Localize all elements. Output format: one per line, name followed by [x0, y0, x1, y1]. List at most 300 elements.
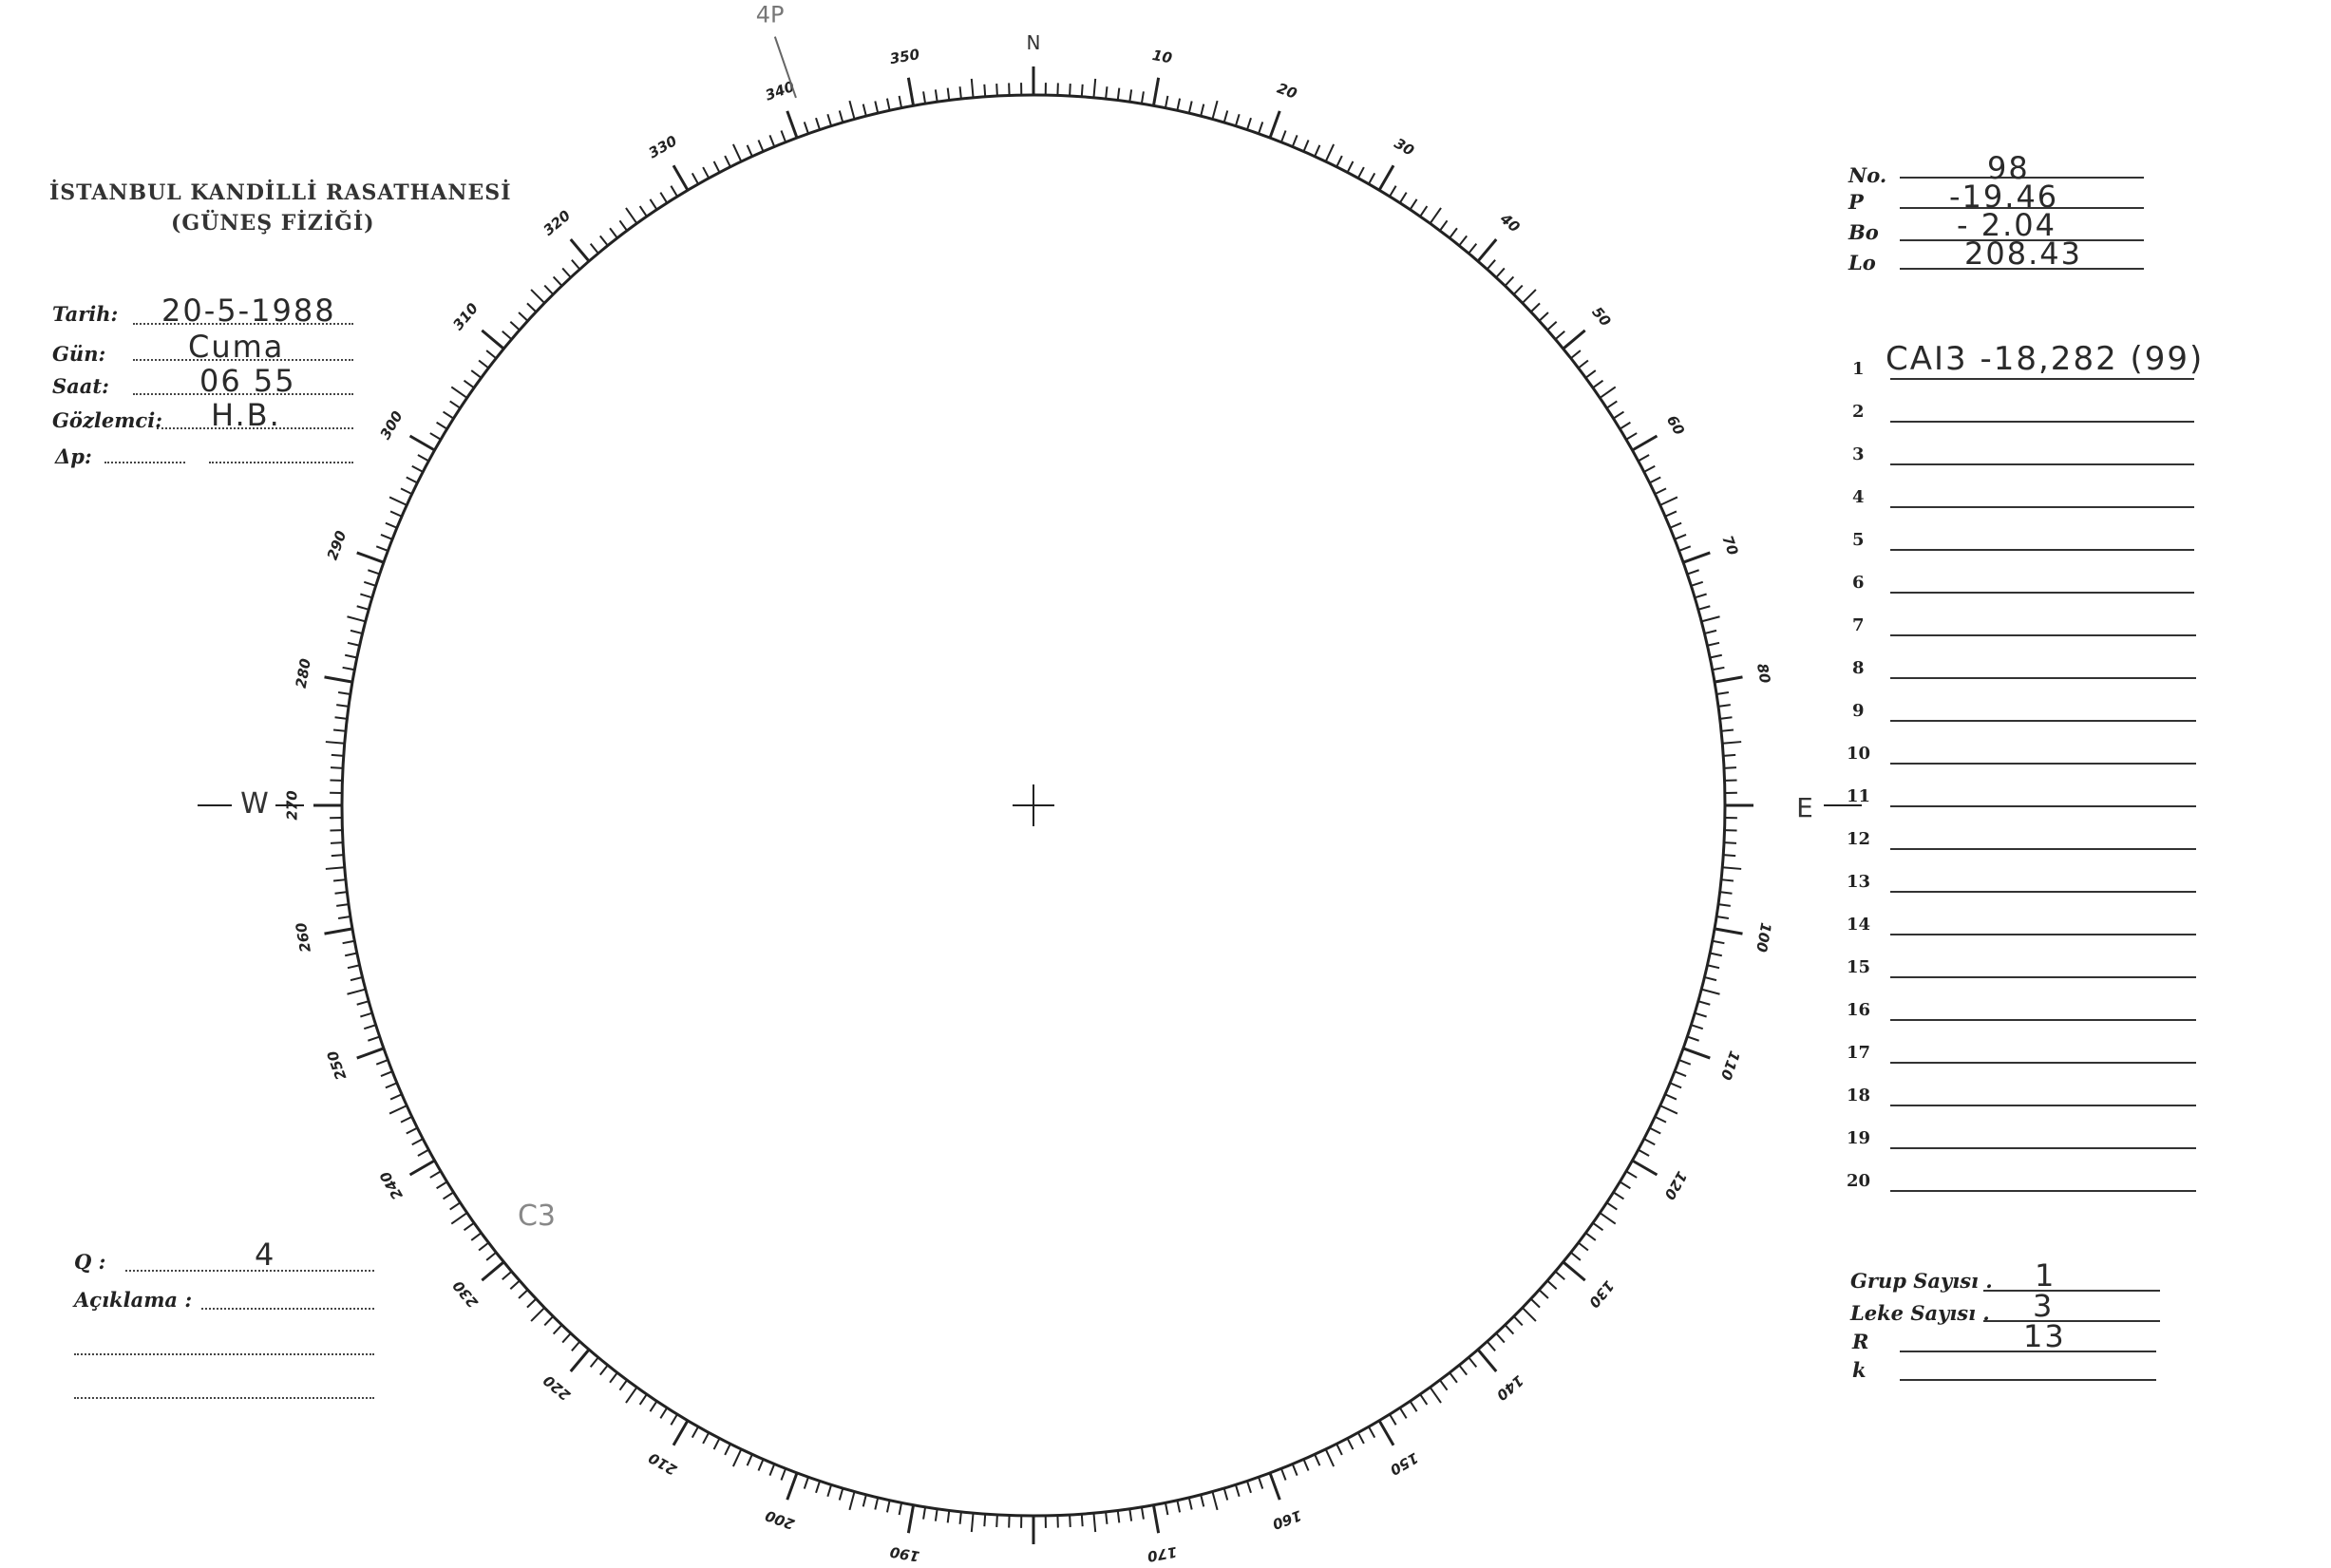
- tick-mark: [1639, 1150, 1649, 1156]
- tick-mark: [1390, 1414, 1396, 1425]
- tick-label: 270: [283, 790, 301, 821]
- tick-mark: [451, 387, 466, 397]
- tick-mark: [1579, 1243, 1588, 1251]
- field-label-day: Gün:: [52, 342, 106, 366]
- tick-mark: [357, 553, 384, 562]
- tick-mark: [389, 1105, 407, 1113]
- group-row-number: 20: [1847, 1171, 1871, 1191]
- group-row-number: 16: [1847, 1000, 1871, 1020]
- tick-mark: [863, 1495, 866, 1507]
- tick-mark: [479, 360, 488, 368]
- tick-mark: [572, 260, 580, 270]
- tick-mark: [381, 1071, 392, 1076]
- tick-mark: [626, 1388, 636, 1403]
- tick-mark: [1326, 144, 1334, 161]
- tick-mark: [875, 1498, 878, 1510]
- tick-label: 80: [1753, 662, 1774, 685]
- tick-mark: [1459, 236, 1467, 245]
- tick-mark: [1679, 546, 1691, 551]
- tick-mark: [1129, 89, 1131, 102]
- tick-mark: [1650, 478, 1661, 483]
- tick-mark: [827, 114, 831, 125]
- group-row-number: 6: [1852, 573, 1865, 593]
- tick-mark: [1106, 86, 1107, 99]
- tick-mark: [900, 96, 901, 108]
- tick-mark: [1695, 595, 1706, 598]
- tick-mark: [527, 1299, 536, 1308]
- tick-mark: [451, 1213, 466, 1223]
- tick-mark: [996, 84, 997, 96]
- tick-mark: [571, 239, 589, 261]
- tick-mark: [1707, 643, 1719, 646]
- tick-mark: [562, 268, 571, 277]
- tick-mark: [1082, 1514, 1083, 1526]
- field-value-time[interactable]: 06 55: [199, 363, 296, 399]
- param-label-no: No.: [1848, 163, 1887, 187]
- west-label: W: [240, 787, 269, 821]
- sketch-note: C3: [517, 1200, 557, 1233]
- tick-mark: [1523, 1308, 1536, 1321]
- tick-mark: [479, 1243, 488, 1251]
- tick-mark: [357, 1048, 384, 1058]
- tick-mark: [510, 322, 520, 331]
- tick-mark: [1488, 1342, 1496, 1351]
- tick-mark: [1579, 360, 1588, 368]
- tick-mark: [450, 401, 461, 407]
- tick-mark: [360, 1013, 371, 1017]
- tick-mark: [692, 1426, 698, 1437]
- tick-mark: [1710, 655, 1722, 658]
- tick-mark: [591, 1357, 598, 1367]
- tick-label: 70: [1718, 533, 1742, 558]
- north-label: N: [1026, 31, 1041, 54]
- tick-label: 320: [540, 206, 575, 239]
- tick-mark: [1166, 1502, 1167, 1515]
- tick-mark: [1420, 1394, 1427, 1405]
- tick-mark: [816, 1481, 820, 1492]
- tick-mark: [1687, 570, 1698, 574]
- tick-mark: [1713, 941, 1725, 943]
- tick-mark: [1281, 131, 1286, 142]
- tick-mark: [331, 842, 343, 843]
- tick-mark: [1644, 1139, 1655, 1144]
- tick-mark: [348, 643, 360, 646]
- tick-mark: [357, 606, 369, 610]
- tick-mark: [863, 104, 866, 117]
- tick-mark: [1555, 331, 1564, 340]
- tick-mark: [1369, 1426, 1374, 1437]
- tick-mark: [1070, 84, 1071, 96]
- tick-mark: [960, 1512, 961, 1524]
- group-row-number: 17: [1847, 1043, 1871, 1063]
- tick-mark: [326, 742, 345, 744]
- tick-mark: [401, 1117, 412, 1123]
- tick-mark: [1720, 717, 1733, 719]
- tick-mark: [1189, 1498, 1192, 1510]
- tick-label: 220: [540, 1371, 575, 1405]
- tick-mark: [345, 655, 357, 658]
- tick-mark: [335, 892, 348, 894]
- tick-mark: [650, 1401, 656, 1411]
- summary-label-r: R: [1852, 1330, 1869, 1353]
- tick-mark: [1469, 1357, 1476, 1367]
- tick-mark: [332, 755, 344, 756]
- tick-mark: [1683, 553, 1710, 562]
- tick-mark: [1082, 85, 1083, 97]
- summary-value-spot-count[interactable]: 3: [2033, 1288, 2055, 1324]
- tick-mark: [1514, 1316, 1523, 1325]
- tick-mark: [1722, 742, 1741, 744]
- tick-label: 10: [1150, 46, 1174, 67]
- tick-mark: [640, 206, 647, 217]
- tick-label: 310: [449, 299, 483, 334]
- tick-mark: [1723, 755, 1735, 756]
- tick-mark: [1585, 1233, 1595, 1240]
- tick-mark: [389, 497, 407, 504]
- param-value-lo[interactable]: 208.43: [1964, 236, 2082, 272]
- tick-mark: [333, 729, 346, 730]
- tick-mark: [996, 1515, 997, 1527]
- tick-mark: [1496, 268, 1505, 277]
- tick-mark: [1224, 1488, 1228, 1500]
- tick-mark: [1459, 1365, 1467, 1374]
- param-label-bo: Bo: [1848, 220, 1879, 244]
- tick-label: 50: [1588, 303, 1615, 331]
- tick-mark: [1505, 276, 1513, 286]
- tick-mark: [386, 523, 397, 528]
- group-row-number: 14: [1847, 915, 1871, 935]
- tick-mark: [430, 433, 441, 440]
- tick-mark: [673, 165, 688, 190]
- tick-mark: [418, 1150, 428, 1156]
- tick-mark: [1212, 1492, 1217, 1510]
- tick-mark: [1431, 1388, 1441, 1403]
- tick-mark: [1348, 161, 1354, 173]
- tick-mark: [781, 1468, 786, 1480]
- tick-mark: [1478, 1350, 1496, 1371]
- tick-mark: [333, 879, 346, 880]
- tick-label: 200: [763, 1506, 797, 1534]
- tick-mark: [1718, 904, 1731, 906]
- tick-mark: [1670, 1083, 1681, 1087]
- tick-mark: [401, 488, 412, 494]
- tick-mark: [325, 929, 353, 934]
- tick-mark: [1142, 91, 1144, 104]
- east-label: E: [1796, 792, 1813, 823]
- tick-mark: [948, 1510, 950, 1522]
- tick-mark: [336, 904, 349, 906]
- tick-label: 250: [323, 1048, 351, 1083]
- summary-value-r[interactable]: 13: [2023, 1318, 2066, 1354]
- tick-mark: [364, 1025, 375, 1029]
- tick-mark: [703, 167, 709, 178]
- tick-mark: [519, 312, 528, 321]
- tick-label: 230: [449, 1276, 483, 1312]
- tick-mark: [1440, 1380, 1448, 1390]
- tick-mark: [338, 692, 351, 694]
- field-label-delta-p: Δp:: [55, 444, 92, 468]
- tick-mark: [758, 1460, 763, 1471]
- tick-mark: [1440, 220, 1448, 231]
- param-label-p: P: [1848, 190, 1864, 214]
- param-value-no[interactable]: 98: [1987, 150, 2030, 186]
- param-value-p[interactable]: -19.46: [1949, 179, 2059, 215]
- tick-mark: [1547, 322, 1557, 331]
- tick-mark: [1704, 977, 1716, 980]
- tick-mark: [1670, 523, 1681, 528]
- tick-mark: [331, 767, 343, 768]
- tick-mark: [733, 1449, 741, 1466]
- tick-mark: [1655, 1117, 1666, 1123]
- tick-mark: [1315, 1454, 1319, 1465]
- tick-mark: [1691, 1025, 1702, 1029]
- tick-mark: [390, 1094, 402, 1099]
- tick-mark: [347, 990, 365, 994]
- tick-mark: [769, 135, 774, 146]
- tick-mark: [351, 977, 363, 980]
- tick-mark: [444, 1192, 454, 1199]
- tick-mark: [1701, 990, 1719, 994]
- tick-mark: [1505, 1325, 1513, 1334]
- tick-mark: [1650, 1128, 1661, 1134]
- tick-mark: [347, 616, 365, 621]
- tick-mark: [390, 511, 402, 516]
- tick-mark: [805, 122, 808, 133]
- tick-mark: [1177, 1501, 1180, 1513]
- tick-mark: [325, 677, 353, 682]
- tick-mark: [692, 173, 698, 183]
- tick-mark: [936, 1509, 938, 1521]
- tick-mark: [1698, 606, 1710, 610]
- tick-mark: [640, 1394, 647, 1405]
- group-row-number: 13: [1847, 872, 1871, 892]
- tick-mark: [1523, 290, 1536, 303]
- tick-mark: [1336, 156, 1342, 167]
- group-row-number: 4: [1852, 487, 1865, 507]
- field-value-day[interactable]: Cuma: [188, 329, 285, 365]
- tick-mark: [437, 423, 447, 429]
- tick-mark: [1142, 1507, 1144, 1520]
- tick-mark: [781, 131, 786, 142]
- tick-label: 330: [645, 132, 680, 162]
- tick-mark: [1698, 1001, 1710, 1005]
- tick-mark: [1093, 79, 1095, 98]
- tick-mark: [1212, 101, 1217, 119]
- tick-mark: [338, 916, 351, 918]
- tick-label: 190: [888, 1542, 921, 1565]
- tick-mark: [1410, 1401, 1416, 1411]
- summary-label-group-count: Grup Sayısı .: [1850, 1269, 1993, 1293]
- tick-label: 160: [1270, 1506, 1304, 1534]
- tick-mark: [444, 412, 454, 419]
- tick-mark: [544, 1316, 553, 1325]
- tick-mark: [673, 1421, 688, 1445]
- tick-mark: [1118, 88, 1120, 101]
- tick-mark: [1358, 167, 1364, 178]
- tick-mark: [1683, 1048, 1710, 1058]
- tick-mark: [407, 1128, 418, 1134]
- tick-label: 60: [1662, 412, 1688, 439]
- tick-mark: [591, 244, 598, 254]
- tick-mark: [1247, 1481, 1251, 1492]
- tick-mark: [1070, 1515, 1071, 1527]
- tick-mark: [1315, 145, 1319, 157]
- param-label-lo: Lo: [1848, 251, 1876, 274]
- tick-mark: [471, 1233, 481, 1240]
- tick-mark: [908, 1505, 913, 1534]
- tick-mark: [671, 1414, 677, 1425]
- tick-mark: [887, 1501, 890, 1513]
- tick-mark: [1600, 387, 1615, 397]
- field-label-observer: Gözlemci:: [52, 408, 162, 432]
- tick-mark: [510, 1281, 520, 1290]
- tick-mark: [948, 88, 950, 101]
- tick-label: 30: [1391, 134, 1417, 160]
- group-row-entry[interactable]: CAI3 -18,282 (99): [1886, 340, 2205, 378]
- tick-mark: [1607, 401, 1618, 407]
- tick-label: 130: [1584, 1276, 1618, 1312]
- summary-value-group-count[interactable]: 1: [2035, 1257, 2056, 1294]
- tick-mark: [1496, 1333, 1505, 1343]
- tick-mark: [1563, 331, 1585, 349]
- tick-mark: [619, 220, 627, 231]
- tick-mark: [412, 1139, 423, 1144]
- tick-mark: [1450, 228, 1457, 237]
- tick-mark: [840, 1488, 843, 1500]
- tick-mark: [1166, 96, 1167, 108]
- tick-mark: [519, 1290, 528, 1298]
- tick-mark: [972, 79, 974, 98]
- tick-mark: [769, 1464, 774, 1476]
- tick-mark: [1539, 1290, 1548, 1298]
- tick-mark: [1539, 312, 1548, 321]
- summary-label-spot-count: Leke Sayısı .: [1850, 1301, 1990, 1325]
- tick-mark: [1410, 199, 1416, 210]
- field-value-date[interactable]: 20-5-1988: [161, 293, 336, 329]
- tick-mark: [1177, 99, 1180, 111]
- tick-mark: [1620, 423, 1630, 429]
- tick-mark: [360, 595, 371, 598]
- tick-label: 280: [292, 657, 314, 690]
- tick-mark: [1722, 867, 1741, 869]
- tick-mark: [1707, 965, 1719, 968]
- group-row-number: 3: [1852, 444, 1865, 464]
- tick-mark: [502, 331, 512, 340]
- tick-mark: [1224, 110, 1228, 122]
- tick-mark: [554, 1325, 562, 1334]
- tick-mark: [410, 436, 435, 450]
- tick-mark: [1724, 842, 1736, 843]
- tick-mark: [1281, 1468, 1286, 1480]
- tick-label: 100: [1753, 921, 1775, 954]
- institution-department: (GÜNEŞ FİZİĞİ): [171, 211, 375, 236]
- tick-mark: [626, 208, 636, 223]
- tick-mark: [725, 156, 730, 167]
- tick-label: 260: [292, 921, 314, 954]
- quality-label: Q :: [74, 1250, 106, 1274]
- tick-mark: [1201, 104, 1203, 117]
- tick-mark: [758, 140, 763, 151]
- tick-mark: [351, 631, 363, 633]
- tick-mark: [733, 144, 741, 161]
- tick-mark: [418, 455, 428, 461]
- tick-mark: [1348, 1438, 1354, 1449]
- institution-name: İSTANBUL KANDİLLİ RASATHANESİ: [49, 180, 512, 205]
- tick-mark: [482, 331, 503, 349]
- tick-mark: [1093, 1513, 1095, 1532]
- tick-mark: [335, 717, 348, 719]
- tick-mark: [849, 101, 854, 119]
- tick-mark: [1718, 705, 1731, 707]
- tick-mark: [1547, 1281, 1557, 1290]
- tick-mark: [486, 1253, 496, 1260]
- tick-mark: [840, 110, 843, 122]
- tick-mark: [1687, 1037, 1698, 1041]
- tick-mark: [336, 705, 349, 707]
- tick-mark: [1326, 1449, 1334, 1466]
- tick-mark: [332, 855, 344, 856]
- tick-mark: [1655, 488, 1666, 494]
- tick-mark: [1259, 1477, 1262, 1488]
- group-row-number: 7: [1852, 615, 1865, 635]
- tick-mark: [531, 1308, 544, 1321]
- tick-mark: [1724, 767, 1736, 768]
- tick-mark: [1721, 729, 1734, 730]
- tick-mark: [1293, 135, 1298, 146]
- tick-mark: [1720, 892, 1733, 894]
- tick-mark: [1303, 1460, 1308, 1471]
- tick-mark: [805, 1477, 808, 1488]
- tick-mark: [960, 86, 961, 99]
- tick-mark: [412, 466, 423, 472]
- tick-mark: [1236, 114, 1240, 125]
- quality-value[interactable]: 4: [255, 1237, 276, 1273]
- tick-mark: [368, 1037, 379, 1041]
- tick-mark: [1153, 1505, 1158, 1534]
- tick-mark: [1153, 78, 1158, 106]
- tick-mark: [364, 582, 375, 586]
- tick-mark: [410, 1161, 435, 1175]
- tick-mark: [1400, 193, 1407, 203]
- tick-mark: [1431, 208, 1441, 223]
- field-label-time: Saat:: [52, 374, 109, 398]
- param-value-bo[interactable]: - 2.04: [1957, 207, 2056, 243]
- tick-label: 140: [1492, 1371, 1527, 1405]
- group-row-number: 2: [1852, 402, 1865, 422]
- tick-mark: [1632, 436, 1657, 450]
- tick-mark: [660, 1407, 667, 1418]
- tick-label: 210: [645, 1448, 680, 1479]
- tick-mark: [1571, 1253, 1581, 1260]
- tick-mark: [787, 111, 797, 138]
- tick-mark: [714, 161, 720, 173]
- tick-mark: [464, 381, 475, 388]
- tick-mark: [1600, 1213, 1615, 1223]
- tick-mark: [671, 186, 677, 197]
- tick-mark: [1644, 466, 1655, 472]
- field-value-observer[interactable]: H.B.: [211, 397, 281, 433]
- tick-mark: [345, 954, 357, 956]
- tick-mark: [1626, 1171, 1637, 1178]
- tick-mark: [1270, 1473, 1279, 1500]
- tick-mark: [908, 78, 913, 106]
- tick-mark: [1336, 1444, 1342, 1455]
- tick-mark: [748, 1454, 752, 1465]
- tick-mark: [1639, 455, 1649, 461]
- tick-mark: [1716, 916, 1729, 918]
- tick-mark: [450, 1202, 461, 1209]
- tick-mark: [1247, 118, 1251, 129]
